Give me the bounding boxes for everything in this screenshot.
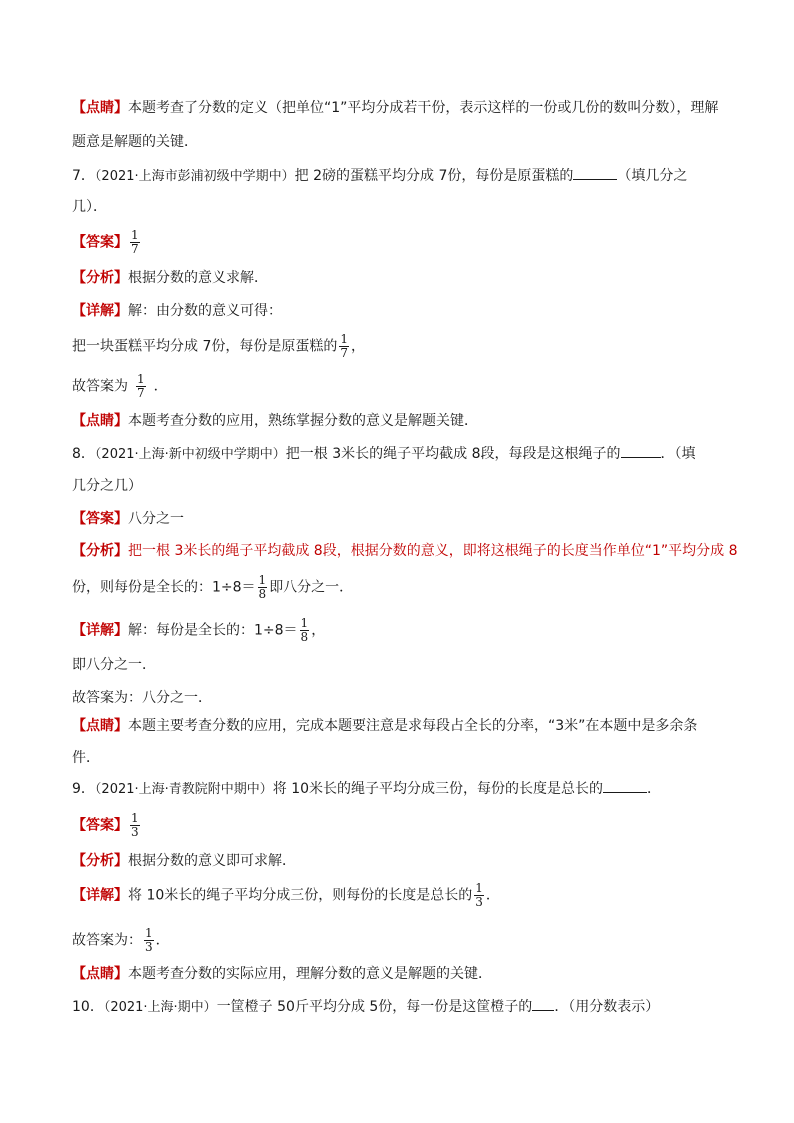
question-text: ．（用分数表示） xyxy=(554,999,660,1015)
q8-answer xyxy=(72,509,732,529)
question-source: （2021·上海·青教院附中期中） xyxy=(94,782,273,797)
fraction-denominator: 7 xyxy=(340,346,348,360)
detail-tag: 【详解】 xyxy=(72,887,128,904)
question-text: 几分之几） xyxy=(72,478,142,494)
q7-stem-cont xyxy=(72,197,732,217)
q7-detail-line xyxy=(72,333,732,360)
detail-fraction xyxy=(300,617,310,644)
note-tag: 【点睛】 xyxy=(72,718,128,734)
note-text: 本题考查分数的应用，熟练掌握分数的意义是解题关键． xyxy=(128,413,478,429)
question-text: 一筐橙子 50斤平均分成 5份，每一份是这筐橙子的 xyxy=(216,999,533,1015)
question-number: 10． xyxy=(72,999,104,1015)
analysis-text: 即八分之一． xyxy=(269,579,354,596)
punctuation: ． xyxy=(485,887,500,904)
question-number: 8． xyxy=(72,446,95,462)
fraction-numerator: 1 xyxy=(300,616,309,630)
detail-fraction xyxy=(339,333,349,360)
note-text: 本题考查了分数的定义（把单位“1”平均分成若干份，表示这样的一份或几份的数叫分数），理解 xyxy=(128,100,719,116)
note-tag: 【点睛】 xyxy=(72,966,128,982)
q7-stem xyxy=(72,165,732,187)
question-text: ． xyxy=(647,781,662,797)
q7-answer xyxy=(72,229,732,256)
question-text: 把一根 3米长的绳子平均截成 8段，每段是这根绳子的 xyxy=(285,446,621,462)
detail-text: 解：每份是全长的：1÷8＝ xyxy=(128,622,298,639)
final-fraction xyxy=(144,927,154,954)
fraction-numerator: 1 xyxy=(475,881,483,895)
answer-blank xyxy=(573,165,617,180)
punctuation: ． xyxy=(153,378,168,395)
note-text: 本题考查分数的实际应用，理解分数的意义是解题的关键． xyxy=(128,966,492,982)
analysis-text: 根据分数的意义求解． xyxy=(128,270,268,286)
q8-stem-cont xyxy=(72,476,732,496)
question-text: （填几分之 xyxy=(617,168,688,184)
analysis-fraction xyxy=(258,574,268,601)
note-text: 件． xyxy=(72,750,100,766)
analysis-text: 根据分数的意义即可求解． xyxy=(128,853,296,869)
answer-fraction xyxy=(130,812,140,839)
fraction-denominator: 8 xyxy=(300,630,309,644)
answer-tag: 【答案】 xyxy=(72,817,128,834)
q6-note xyxy=(72,98,732,118)
punctuation: ． xyxy=(155,932,170,949)
fraction-denominator: 8 xyxy=(258,587,267,601)
detail-tag: 【详解】 xyxy=(72,303,128,319)
final-text: 故答案为：八分之一． xyxy=(72,690,212,706)
question-number: 9． xyxy=(72,781,95,797)
fraction-denominator: 3 xyxy=(475,895,483,909)
note-tag: 【点睛】 xyxy=(72,413,128,429)
detail-text: 将 10米长的绳子平均分成三份，则每份的长度是总长的 xyxy=(128,887,473,904)
answer-blank xyxy=(532,996,554,1011)
q8-final xyxy=(72,688,732,708)
question-number: 7． xyxy=(72,168,95,184)
answer-blank xyxy=(603,778,647,793)
detail-tag: 【详解】 xyxy=(72,622,128,639)
fraction-denominator: 3 xyxy=(131,825,139,839)
question-text: 把 2磅的蛋糕平均分成 7份，每份是原蛋糕的 xyxy=(294,168,574,184)
q8-analysis xyxy=(72,541,738,561)
question-text: 将 10米长的绳子平均分成三份，每份的长度是总长的 xyxy=(272,781,604,797)
note-tag: 【点睛】 xyxy=(72,100,128,116)
q7-detail xyxy=(72,301,732,321)
question-source: （2021·上海市彭浦初级中学期中） xyxy=(94,169,295,184)
question-text: 几）． xyxy=(72,199,107,215)
q8-detail xyxy=(72,617,732,644)
analysis-tag: 【分析】 xyxy=(72,270,128,286)
fraction-numerator: 1 xyxy=(131,811,139,825)
detail-fraction xyxy=(474,882,484,909)
analysis-tag: 【分析】 xyxy=(72,853,128,869)
detail-text: 把一块蛋糕平均分成 7份，每份是原蛋糕的 xyxy=(72,338,338,355)
q9-final xyxy=(72,927,732,954)
analysis-tag: 【分析】 xyxy=(72,543,128,559)
final-fraction xyxy=(136,373,146,400)
final-text: 故答案为： xyxy=(72,932,142,949)
detail-text: 解：由分数的意义可得： xyxy=(128,303,282,319)
fraction-numerator: 1 xyxy=(340,332,348,346)
q9-answer xyxy=(72,812,732,839)
q8-analysis-cont xyxy=(72,574,732,601)
q9-detail xyxy=(72,882,732,909)
answer-blank xyxy=(621,443,661,458)
answer-tag: 【答案】 xyxy=(72,511,128,527)
fraction-numerator: 1 xyxy=(145,926,153,940)
q8-detail-cont xyxy=(72,655,732,675)
analysis-text: 份，则每份是全长的：1÷8＝ xyxy=(72,579,256,596)
analysis-text: 把一根 3米长的绳子平均截成 8段，根据分数的意义，即将这根绳子的长度当作单位“1”平均分成 8 xyxy=(128,543,738,559)
q7-note xyxy=(72,411,732,431)
q9-stem xyxy=(72,778,732,800)
q6-note-cont xyxy=(72,132,732,152)
question-source: （2021·上海·新中初级中学期中） xyxy=(94,447,286,462)
answer-fraction xyxy=(130,229,140,256)
punctuation: ， xyxy=(351,338,365,355)
question-source: （2021·上海·期中） xyxy=(103,1000,217,1015)
q7-analysis xyxy=(72,268,732,288)
fraction-denominator: 3 xyxy=(145,940,153,954)
fraction-numerator: 1 xyxy=(131,228,139,242)
q9-note xyxy=(72,964,732,984)
note-text: 题意是解题的关键． xyxy=(72,134,198,150)
final-text: 故答案为 xyxy=(72,378,128,395)
q7-final xyxy=(72,373,732,400)
fraction-numerator: 1 xyxy=(137,372,145,386)
note-text: 本题主要考查分数的应用，完成本题要注意是求每段占全长的分率，“3米”在本题中是多余条 xyxy=(128,718,698,734)
q8-note-cont xyxy=(72,748,732,768)
detail-text: 即八分之一． xyxy=(72,657,156,673)
question-text: ．（填 xyxy=(660,446,696,462)
fraction-numerator: 1 xyxy=(258,573,267,587)
answer-tag: 【答案】 xyxy=(72,234,128,251)
q10-stem xyxy=(72,996,732,1018)
punctuation: ， xyxy=(311,622,326,639)
fraction-denominator: 7 xyxy=(131,242,139,256)
fraction-denominator: 7 xyxy=(137,386,145,400)
q9-analysis xyxy=(72,851,732,871)
answer-text: 八分之一 xyxy=(128,511,184,527)
q8-note xyxy=(72,716,732,736)
q8-stem xyxy=(72,443,732,465)
